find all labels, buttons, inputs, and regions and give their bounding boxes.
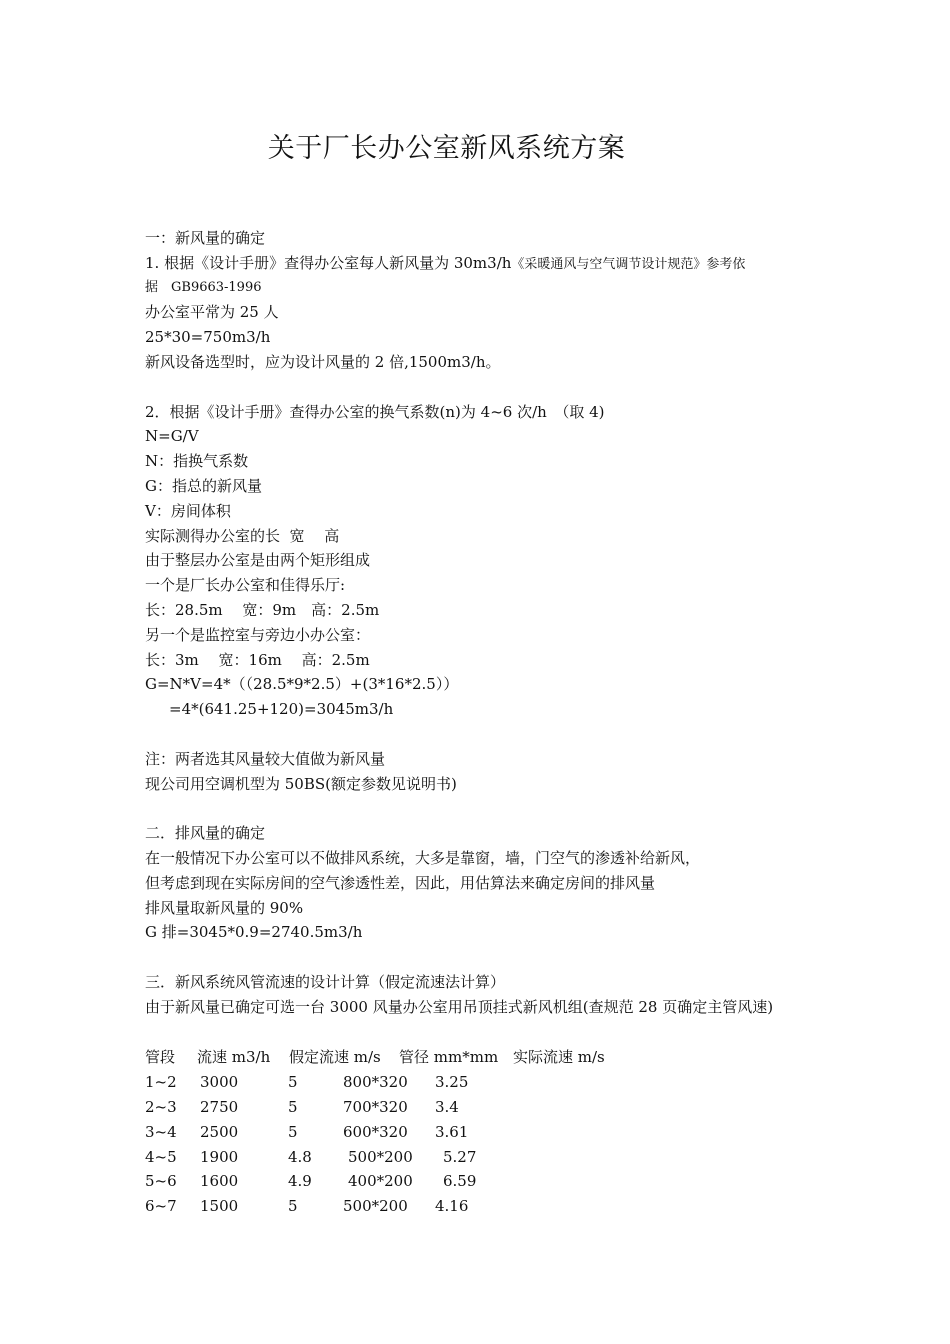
table-row xyxy=(145,1169,623,1194)
cell-actual-speed: 5.27 xyxy=(443,1147,477,1166)
cell-actual-speed: 3.4 xyxy=(435,1097,459,1116)
cell-assumed-speed: 5 xyxy=(288,1097,298,1116)
fresh-air-calc: 25*30=750m3/h xyxy=(145,328,271,347)
table-row xyxy=(145,1145,623,1170)
equipment-selection: 新风设备选型时，应为设计风量的 2 倍,1500m3/h。 xyxy=(145,352,501,371)
exhaust-calc: G 排=3045*0.9=2740.5m3/h xyxy=(145,923,363,942)
cell-actual-speed: 3.61 xyxy=(435,1122,469,1141)
table-row xyxy=(145,1194,623,1219)
header-assumed-speed: 假定流速 m/s xyxy=(289,1048,381,1066)
definition-g: G：指总的新风量 xyxy=(145,476,262,495)
section-1-heading: 一：新风量的确定 xyxy=(145,229,266,247)
table-row xyxy=(145,1120,623,1145)
note-1: 注：两者选其风量较大值做为新风量 xyxy=(145,749,386,768)
cell-flow: 1600 xyxy=(200,1172,239,1191)
measurement-line: 实际测得办公室的长 宽 高 xyxy=(145,526,340,545)
table-header xyxy=(145,1045,623,1070)
cell-segment: 4~5 xyxy=(145,1147,177,1166)
cell-assumed-speed: 4.8 xyxy=(288,1147,312,1166)
section-3-line-2: 但考虑到现在实际房间的空气渗透性差，因此，用估算法来确定房间的排风量 xyxy=(145,873,656,892)
cell-flow: 2750 xyxy=(200,1097,239,1116)
people-count: 办公室平常为 25 人 xyxy=(145,303,279,322)
duct-table xyxy=(145,1045,623,1219)
document-title: 关于厂长办公室新风系统方案 xyxy=(267,133,626,164)
cell-actual-speed: 6.59 xyxy=(443,1172,477,1191)
blank-line xyxy=(145,722,825,747)
cell-actual-speed: 3.25 xyxy=(435,1072,469,1091)
cell-duct-size: 400*200 xyxy=(348,1172,413,1191)
cell-duct-size: 800*320 xyxy=(343,1072,408,1091)
section-3-line-1: 在一般情况下办公室可以不做排风系统，大多是靠窗，墙，门空气的渗透补给新风， xyxy=(145,848,701,867)
cell-assumed-speed: 4.9 xyxy=(288,1172,312,1191)
header-segment: 管段 xyxy=(145,1048,176,1066)
blank-line xyxy=(145,945,825,970)
section-4-heading: 三．新风系统风管流速的设计计算（假定流速法计算） xyxy=(145,972,506,991)
cell-segment: 5~6 xyxy=(145,1172,177,1191)
section-1-reference-cont: 据 GB9663-1996 xyxy=(145,279,262,295)
calculation-2: =4*(641.25+120)=3045m3/h xyxy=(169,700,394,719)
cell-duct-size: 500*200 xyxy=(348,1147,413,1166)
line-1-main: 1. 根据《设计手册》查得办公室每人新风量为 30m3/h xyxy=(145,253,512,272)
table-body xyxy=(145,1070,623,1219)
note-2: 现公司用空调机型为 50BS(额定参数见说明书) xyxy=(145,774,457,793)
room-2-dimensions: 长：3m 宽：16m 高：2.5m xyxy=(145,650,370,669)
cell-flow: 2500 xyxy=(200,1122,239,1141)
header-duct-size: 管径 mm*mm xyxy=(399,1048,499,1066)
section-1-line-1 xyxy=(145,251,825,276)
cell-segment: 2~3 xyxy=(145,1097,177,1116)
section-3-line-3: 排风量取新风量的 90% xyxy=(145,898,304,917)
header-actual-speed: 实际流速 m/s xyxy=(513,1048,605,1066)
cell-segment: 6~7 xyxy=(145,1197,177,1216)
document-body xyxy=(145,226,825,1020)
cell-segment: 3~4 xyxy=(145,1122,177,1141)
cell-flow: 3000 xyxy=(200,1072,239,1091)
definition-v: V：房间体积 xyxy=(145,501,231,520)
section-3-heading: 二．排风量的确定 xyxy=(145,824,266,843)
cell-assumed-speed: 5 xyxy=(288,1072,298,1091)
room-2-label: 另一个是监控室与旁边小办公室： xyxy=(145,625,371,644)
cell-assumed-speed: 5 xyxy=(288,1122,298,1141)
section-4-intro: 由于新风量已确定可选一台 3000 风量办公室用吊顶挂式新风机组(查规范 28 页确定主管风速) xyxy=(145,997,774,1016)
cell-flow: 1900 xyxy=(200,1147,239,1166)
cell-actual-speed: 4.16 xyxy=(435,1197,469,1216)
table-row xyxy=(145,1070,623,1095)
calculation-1: G=N*V=4*（（28.5*9*2.5）+(3*16*2.5）） xyxy=(145,675,459,694)
line-1-reference: 《采暖通风与空气调节设计规范》参考依 xyxy=(511,256,746,272)
shape-line: 由于整层办公室是由两个矩形组成 xyxy=(145,551,371,570)
definition-n: N：指换气系数 xyxy=(145,452,249,471)
table-row xyxy=(145,1095,623,1120)
cell-duct-size: 500*200 xyxy=(343,1197,408,1216)
room-1-label: 一个是厂长办公室和佳得乐厅: xyxy=(145,576,346,595)
blank-line xyxy=(145,375,825,400)
cell-flow: 1500 xyxy=(200,1197,239,1216)
section-2-line-1: 2．根据《设计手册》查得办公室的换气系数(n)为 4~6 次/h （取 4) xyxy=(145,402,605,421)
blank-line xyxy=(145,796,825,821)
cell-duct-size: 600*320 xyxy=(343,1122,408,1141)
cell-segment: 1~2 xyxy=(145,1072,177,1091)
cell-duct-size: 700*320 xyxy=(343,1097,408,1116)
room-1-dimensions: 长：28.5m 宽：9m 高：2.5m xyxy=(145,600,380,619)
cell-assumed-speed: 5 xyxy=(288,1197,298,1216)
formula: N=G/V xyxy=(145,427,199,446)
header-flow: 流速 m3/h xyxy=(197,1048,271,1066)
